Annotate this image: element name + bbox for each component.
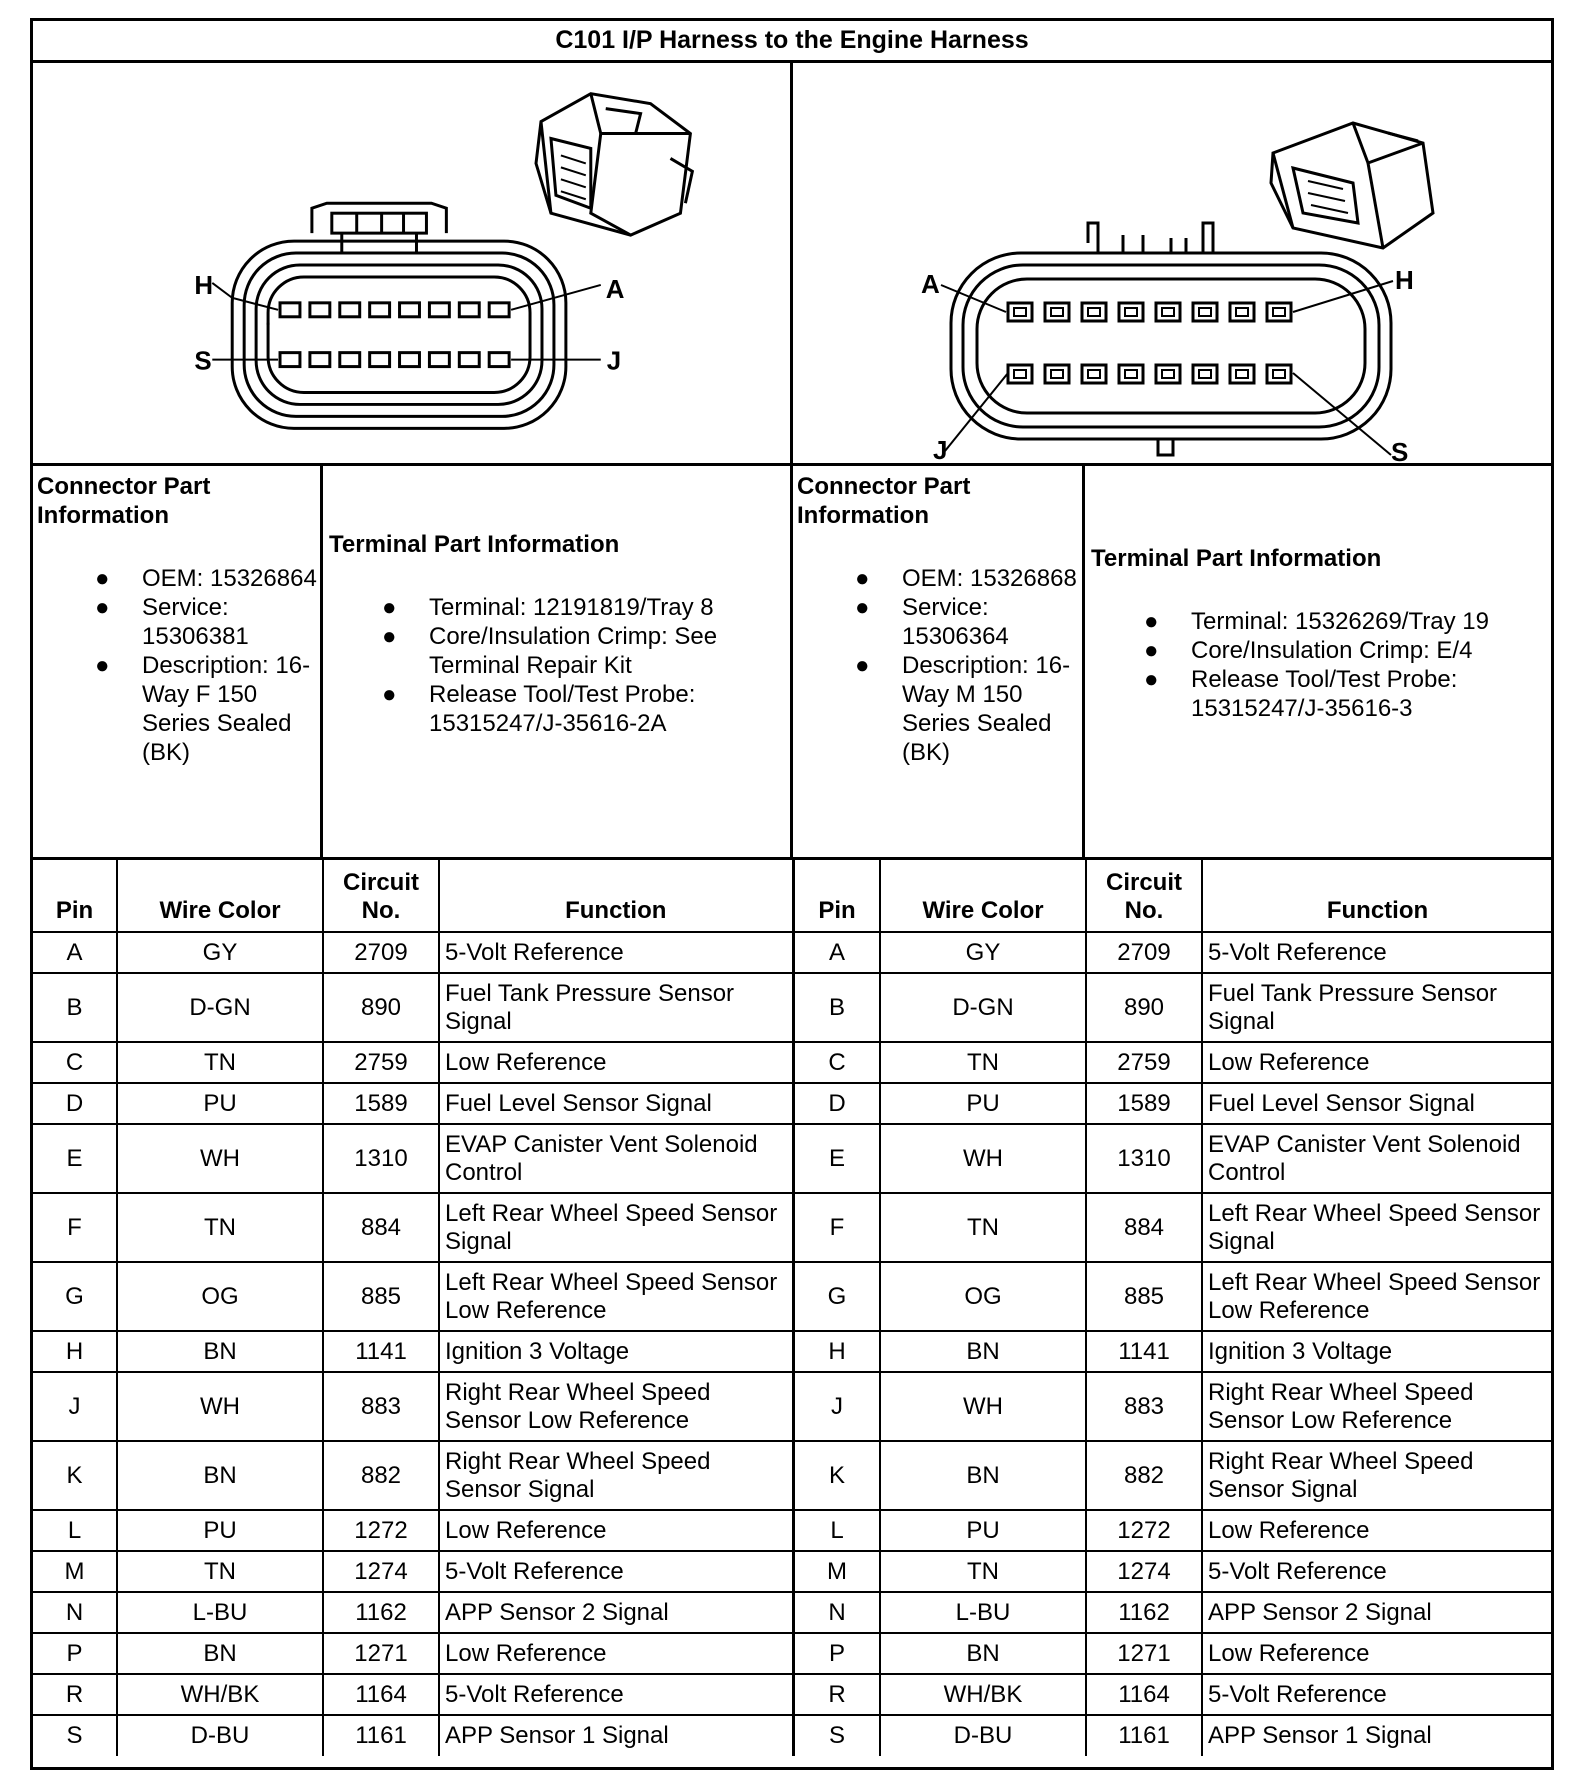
pin-cell: S	[794, 1715, 880, 1756]
circuit-number-cell: 884	[1086, 1193, 1202, 1262]
circuit-number-cell: 1274	[1086, 1551, 1202, 1592]
pin-cell: G	[33, 1262, 117, 1331]
function-cell: Low Reference	[1202, 1633, 1552, 1674]
terminal-info-item: ● Core/Insulation Crimp: See Terminal Repair Kit	[382, 623, 718, 679]
circuit-number-cell: 1141	[323, 1331, 439, 1372]
table-row	[33, 1674, 793, 1715]
function-cell: Fuel Tank Pressure Sensor Signal	[1202, 973, 1552, 1042]
function-cell: Right Rear Wheel Speed Sensor Signal	[439, 1441, 793, 1510]
terminal-info-heading: Terminal Part Information	[329, 531, 620, 558]
function-cell: Low Reference	[439, 1510, 793, 1551]
table-row	[33, 1551, 793, 1592]
pin-cell: A	[33, 932, 117, 973]
terminal-info-item: ● Release Tool/Test Probe: 15315247/J-35616-2A	[382, 681, 696, 737]
function-cell: Right Rear Wheel Speed Sensor Low Reference	[439, 1372, 793, 1441]
pin-cell: R	[794, 1674, 880, 1715]
sheet-title: C101 I/P Harness to the Engine Harness	[33, 21, 1551, 63]
bullet-icon: ●	[1144, 666, 1159, 693]
pin-cell: P	[794, 1633, 880, 1674]
connector-info-list	[95, 564, 320, 767]
wire-color-cell: WH	[880, 1372, 1086, 1441]
terminal-info-heading: Terminal Part Information	[1091, 545, 1382, 572]
connector-info-item: ● Service: 15306381	[95, 594, 249, 650]
table-row	[794, 1083, 1552, 1124]
table-row	[794, 1331, 1552, 1372]
circuit-number-cell: 2759	[323, 1042, 439, 1083]
terminal-info-list	[382, 593, 779, 738]
function-cell: Ignition 3 Voltage	[439, 1331, 793, 1372]
wire-color-cell: GY	[117, 932, 323, 973]
circuit-number-cell: 883	[1086, 1372, 1202, 1441]
table-row	[33, 1042, 793, 1083]
circuit-number-cell: 2709	[1086, 932, 1202, 973]
circuit-number-cell: 885	[1086, 1262, 1202, 1331]
function-cell: Low Reference	[1202, 1042, 1552, 1083]
bullet-icon: ●	[95, 565, 110, 592]
function-cell: Low Reference	[439, 1633, 793, 1674]
circuit-number-cell: 890	[1086, 973, 1202, 1042]
function-cell: Left Rear Wheel Speed Sensor Signal	[439, 1193, 793, 1262]
wire-color-cell: PU	[117, 1083, 323, 1124]
wire-color-cell: WH	[117, 1124, 323, 1193]
function-cell: 5-Volt Reference	[1202, 932, 1552, 973]
circuit-number-header: Circuit No.	[323, 860, 439, 932]
pin-cell: H	[33, 1331, 117, 1372]
pin-label-top-left: A	[921, 269, 940, 299]
wire-color-cell: TN	[880, 1551, 1086, 1592]
pin-cell: M	[33, 1551, 117, 1592]
bullet-icon: ●	[855, 565, 870, 592]
wire-color-cell: TN	[117, 1193, 323, 1262]
wire-color-cell: TN	[880, 1193, 1086, 1262]
wire-color-cell: TN	[117, 1551, 323, 1592]
pin-label-bottom-left: S	[194, 347, 212, 376]
pin-cell: R	[33, 1674, 117, 1715]
circuit-number-cell: 2759	[1086, 1042, 1202, 1083]
wire-color-cell: BN	[117, 1633, 323, 1674]
table-body	[33, 932, 793, 1756]
table-row	[794, 1674, 1552, 1715]
wire-color-cell: BN	[117, 1331, 323, 1372]
function-cell: EVAP Canister Vent Solenoid Control	[1202, 1124, 1552, 1193]
function-cell: 5-Volt Reference	[439, 1551, 793, 1592]
circuit-number-cell: 883	[323, 1372, 439, 1441]
pin-cell: A	[794, 932, 880, 973]
pin-cell: J	[33, 1372, 117, 1441]
wire-color-header: Wire Color	[117, 860, 323, 932]
circuit-number-cell: 885	[323, 1262, 439, 1331]
circuit-number-cell: 882	[323, 1441, 439, 1510]
bullet-icon: ●	[855, 594, 870, 621]
function-cell: Low Reference	[1202, 1510, 1552, 1551]
part-information-row	[33, 463, 1551, 860]
wire-color-cell: PU	[117, 1510, 323, 1551]
wire-color-cell: L-BU	[117, 1592, 323, 1633]
bullet-icon: ●	[95, 594, 110, 621]
wire-color-cell: PU	[880, 1083, 1086, 1124]
circuit-number-cell: 890	[323, 973, 439, 1042]
female-connector-cavities	[280, 303, 509, 367]
terminal-info-item: ● Terminal: 15326269/Tray 19	[1144, 608, 1489, 635]
male-connector-iso-icon	[1271, 123, 1433, 248]
wire-color-cell: WH/BK	[117, 1674, 323, 1715]
pin-cell: L	[794, 1510, 880, 1551]
table-row	[794, 1592, 1552, 1633]
wire-color-cell: BN	[117, 1441, 323, 1510]
table-row	[794, 1042, 1552, 1083]
pin-cell: E	[33, 1124, 117, 1193]
pin-cell: H	[794, 1331, 880, 1372]
wire-color-cell: WH/BK	[880, 1674, 1086, 1715]
bullet-icon: ●	[382, 623, 397, 650]
left-connector-part-info	[33, 466, 323, 857]
pin-label-bottom-right: S	[1391, 437, 1409, 463]
pin-cell: D	[794, 1083, 880, 1124]
pin-cell: E	[794, 1124, 880, 1193]
circuit-number-cell: 1164	[323, 1674, 439, 1715]
wire-color-cell: PU	[880, 1510, 1086, 1551]
table-row	[794, 1441, 1552, 1510]
wire-color-cell: WH	[880, 1124, 1086, 1193]
circuit-number-cell: 1272	[1086, 1510, 1202, 1551]
terminal-info-item: ● Core/Insulation Crimp: E/4	[1144, 637, 1473, 664]
wire-color-cell: D-GN	[117, 973, 323, 1042]
connector-info-item: ● OEM: 15326864	[95, 565, 317, 592]
pin-label-bottom-left: J	[933, 435, 948, 463]
female-connector-drawing	[33, 63, 790, 463]
function-cell: Right Rear Wheel Speed Sensor Signal	[1202, 1441, 1552, 1510]
table-row	[33, 1331, 793, 1372]
pin-label-top-right: H	[1395, 265, 1414, 295]
circuit-number-cell: 1310	[1086, 1124, 1202, 1193]
table-row	[33, 1441, 793, 1510]
pin-cell: N	[794, 1592, 880, 1633]
function-cell: Left Rear Wheel Speed Sensor Low Reference	[1202, 1262, 1552, 1331]
wire-color-cell: L-BU	[880, 1592, 1086, 1633]
pin-cell: S	[33, 1715, 117, 1756]
pin-label-bottom-right: J	[606, 347, 622, 376]
table-row	[794, 1510, 1552, 1551]
right-connector-diagram	[793, 63, 1551, 463]
circuit-number-cell: 2709	[323, 932, 439, 973]
circuit-number-cell: 1589	[1086, 1083, 1202, 1124]
function-cell: 5-Volt Reference	[439, 932, 793, 973]
table-header-row	[794, 860, 1552, 932]
function-cell: APP Sensor 2 Signal	[439, 1592, 793, 1633]
table-body	[794, 932, 1552, 1756]
wire-color-cell: WH	[117, 1372, 323, 1441]
table-row	[33, 932, 793, 973]
pinout-sheet	[30, 18, 1554, 1770]
connector-info-item: ● Description: 16-Way M 150 Series Sealed (BK)	[855, 652, 1071, 766]
left-pinout-table	[33, 860, 795, 1756]
wire-color-cell: BN	[880, 1441, 1086, 1510]
table-row	[33, 1262, 793, 1331]
connector-info-heading: Connector Part Information	[37, 473, 211, 529]
table-header-row	[33, 860, 793, 932]
right-connector-part-info	[793, 466, 1085, 857]
circuit-number-cell: 884	[323, 1193, 439, 1262]
table-row	[33, 1372, 793, 1441]
function-cell: Fuel Level Sensor Signal	[1202, 1083, 1552, 1124]
table-row	[33, 1715, 793, 1756]
circuit-number-cell: 1164	[1086, 1674, 1202, 1715]
pin-cell: B	[794, 973, 880, 1042]
right-terminal-part-info	[1085, 466, 1551, 857]
female-connector-iso-icon	[536, 94, 692, 235]
function-cell: 5-Volt Reference	[439, 1674, 793, 1715]
function-cell: Fuel Level Sensor Signal	[439, 1083, 793, 1124]
circuit-number-cell: 1161	[1086, 1715, 1202, 1756]
wire-color-header: Wire Color	[880, 860, 1086, 932]
table-row	[33, 1592, 793, 1633]
male-connector-face	[951, 223, 1391, 455]
bullet-icon: ●	[382, 681, 397, 708]
bullet-icon: ●	[382, 594, 397, 621]
function-cell: Ignition 3 Voltage	[1202, 1331, 1552, 1372]
function-header: Function	[1202, 860, 1552, 932]
pin-cell: P	[33, 1633, 117, 1674]
wire-color-cell: D-GN	[880, 973, 1086, 1042]
circuit-number-cell: 1272	[323, 1510, 439, 1551]
pin-cell: M	[794, 1551, 880, 1592]
pin-cell: N	[33, 1592, 117, 1633]
connector-info-item: ● Description: 16-Way F 150 Series Sealed (BK)	[95, 652, 311, 766]
circuit-number-cell: 1162	[323, 1592, 439, 1633]
terminal-info-item: ● Release Tool/Test Probe: 15315247/J-35616-3	[1144, 666, 1458, 722]
wire-color-cell: OG	[880, 1262, 1086, 1331]
pin-cell: B	[33, 973, 117, 1042]
bullet-icon: ●	[1144, 637, 1159, 664]
function-cell: APP Sensor 1 Signal	[1202, 1715, 1552, 1756]
table-row	[794, 1193, 1552, 1262]
pin-cell: D	[33, 1083, 117, 1124]
table-row	[33, 1124, 793, 1193]
right-pinout-table	[793, 860, 1552, 1756]
function-cell: EVAP Canister Vent Solenoid Control	[439, 1124, 793, 1193]
male-connector-drawing	[793, 63, 1551, 463]
table-row	[794, 1262, 1552, 1331]
circuit-number-cell: 1310	[323, 1124, 439, 1193]
connector-info-item: ● Service: 15306364	[855, 594, 1009, 650]
function-cell: 5-Volt Reference	[1202, 1551, 1552, 1592]
table-row	[794, 973, 1552, 1042]
wire-color-cell: D-BU	[117, 1715, 323, 1756]
circuit-number-cell: 1162	[1086, 1592, 1202, 1633]
circuit-number-cell: 882	[1086, 1441, 1202, 1510]
pin-cell: L	[33, 1510, 117, 1551]
bullet-icon: ●	[855, 652, 870, 679]
connector-info-list	[855, 564, 1080, 767]
circuit-number-cell: 1271	[323, 1633, 439, 1674]
function-cell: Fuel Tank Pressure Sensor Signal	[439, 973, 793, 1042]
table-row	[33, 1510, 793, 1551]
table-row	[794, 1124, 1552, 1193]
wire-color-cell: TN	[880, 1042, 1086, 1083]
function-cell: APP Sensor 2 Signal	[1202, 1592, 1552, 1633]
circuit-number-cell: 1161	[323, 1715, 439, 1756]
function-cell: APP Sensor 1 Signal	[439, 1715, 793, 1756]
circuit-number-cell: 1274	[323, 1551, 439, 1592]
male-connector-pins	[1008, 303, 1291, 383]
terminal-info-list	[1144, 607, 1541, 723]
bullet-icon: ●	[95, 652, 110, 679]
circuit-number-cell: 1141	[1086, 1331, 1202, 1372]
function-cell: 5-Volt Reference	[1202, 1674, 1552, 1715]
table-row	[33, 1193, 793, 1262]
table-row	[794, 1633, 1552, 1674]
left-terminal-part-info	[323, 466, 793, 857]
pin-cell: F	[794, 1193, 880, 1262]
table-row	[33, 1633, 793, 1674]
left-connector-diagram	[33, 63, 793, 463]
function-cell: Left Rear Wheel Speed Sensor Low Reference	[439, 1262, 793, 1331]
pin-cell: C	[794, 1042, 880, 1083]
connector-info-heading: Connector Part Information	[797, 473, 971, 529]
table-row	[794, 1715, 1552, 1756]
pin-cell: K	[33, 1441, 117, 1510]
wire-color-cell: BN	[880, 1331, 1086, 1372]
bullet-icon: ●	[1144, 608, 1159, 635]
table-row	[794, 1372, 1552, 1441]
pin-label-top-right: A	[605, 275, 625, 304]
table-row	[33, 1083, 793, 1124]
pin-cell: C	[33, 1042, 117, 1083]
wire-color-cell: BN	[880, 1633, 1086, 1674]
pin-cell: K	[794, 1441, 880, 1510]
pin-label-top-left: H	[194, 271, 214, 300]
table-row	[794, 932, 1552, 973]
terminal-info-item: ● Terminal: 12191819/Tray 8	[382, 594, 714, 621]
circuit-number-cell: 1589	[323, 1083, 439, 1124]
pin-cell: G	[794, 1262, 880, 1331]
table-row	[33, 973, 793, 1042]
function-header: Function	[439, 860, 793, 932]
function-cell: Left Rear Wheel Speed Sensor Signal	[1202, 1193, 1552, 1262]
pin-header: Pin	[794, 860, 880, 932]
table-row	[794, 1551, 1552, 1592]
connector-info-item: ● OEM: 15326868	[855, 565, 1077, 592]
circuit-number-cell: 1271	[1086, 1633, 1202, 1674]
wire-color-cell: GY	[880, 932, 1086, 973]
wire-color-cell: D-BU	[880, 1715, 1086, 1756]
pin-cell: J	[794, 1372, 880, 1441]
pin-cell: F	[33, 1193, 117, 1262]
circuit-number-header: Circuit No.	[1086, 860, 1202, 932]
function-cell: Right Rear Wheel Speed Sensor Low Reference	[1202, 1372, 1552, 1441]
function-cell: Low Reference	[439, 1042, 793, 1083]
wire-color-cell: OG	[117, 1262, 323, 1331]
wire-color-cell: TN	[117, 1042, 323, 1083]
pin-header: Pin	[33, 860, 117, 932]
